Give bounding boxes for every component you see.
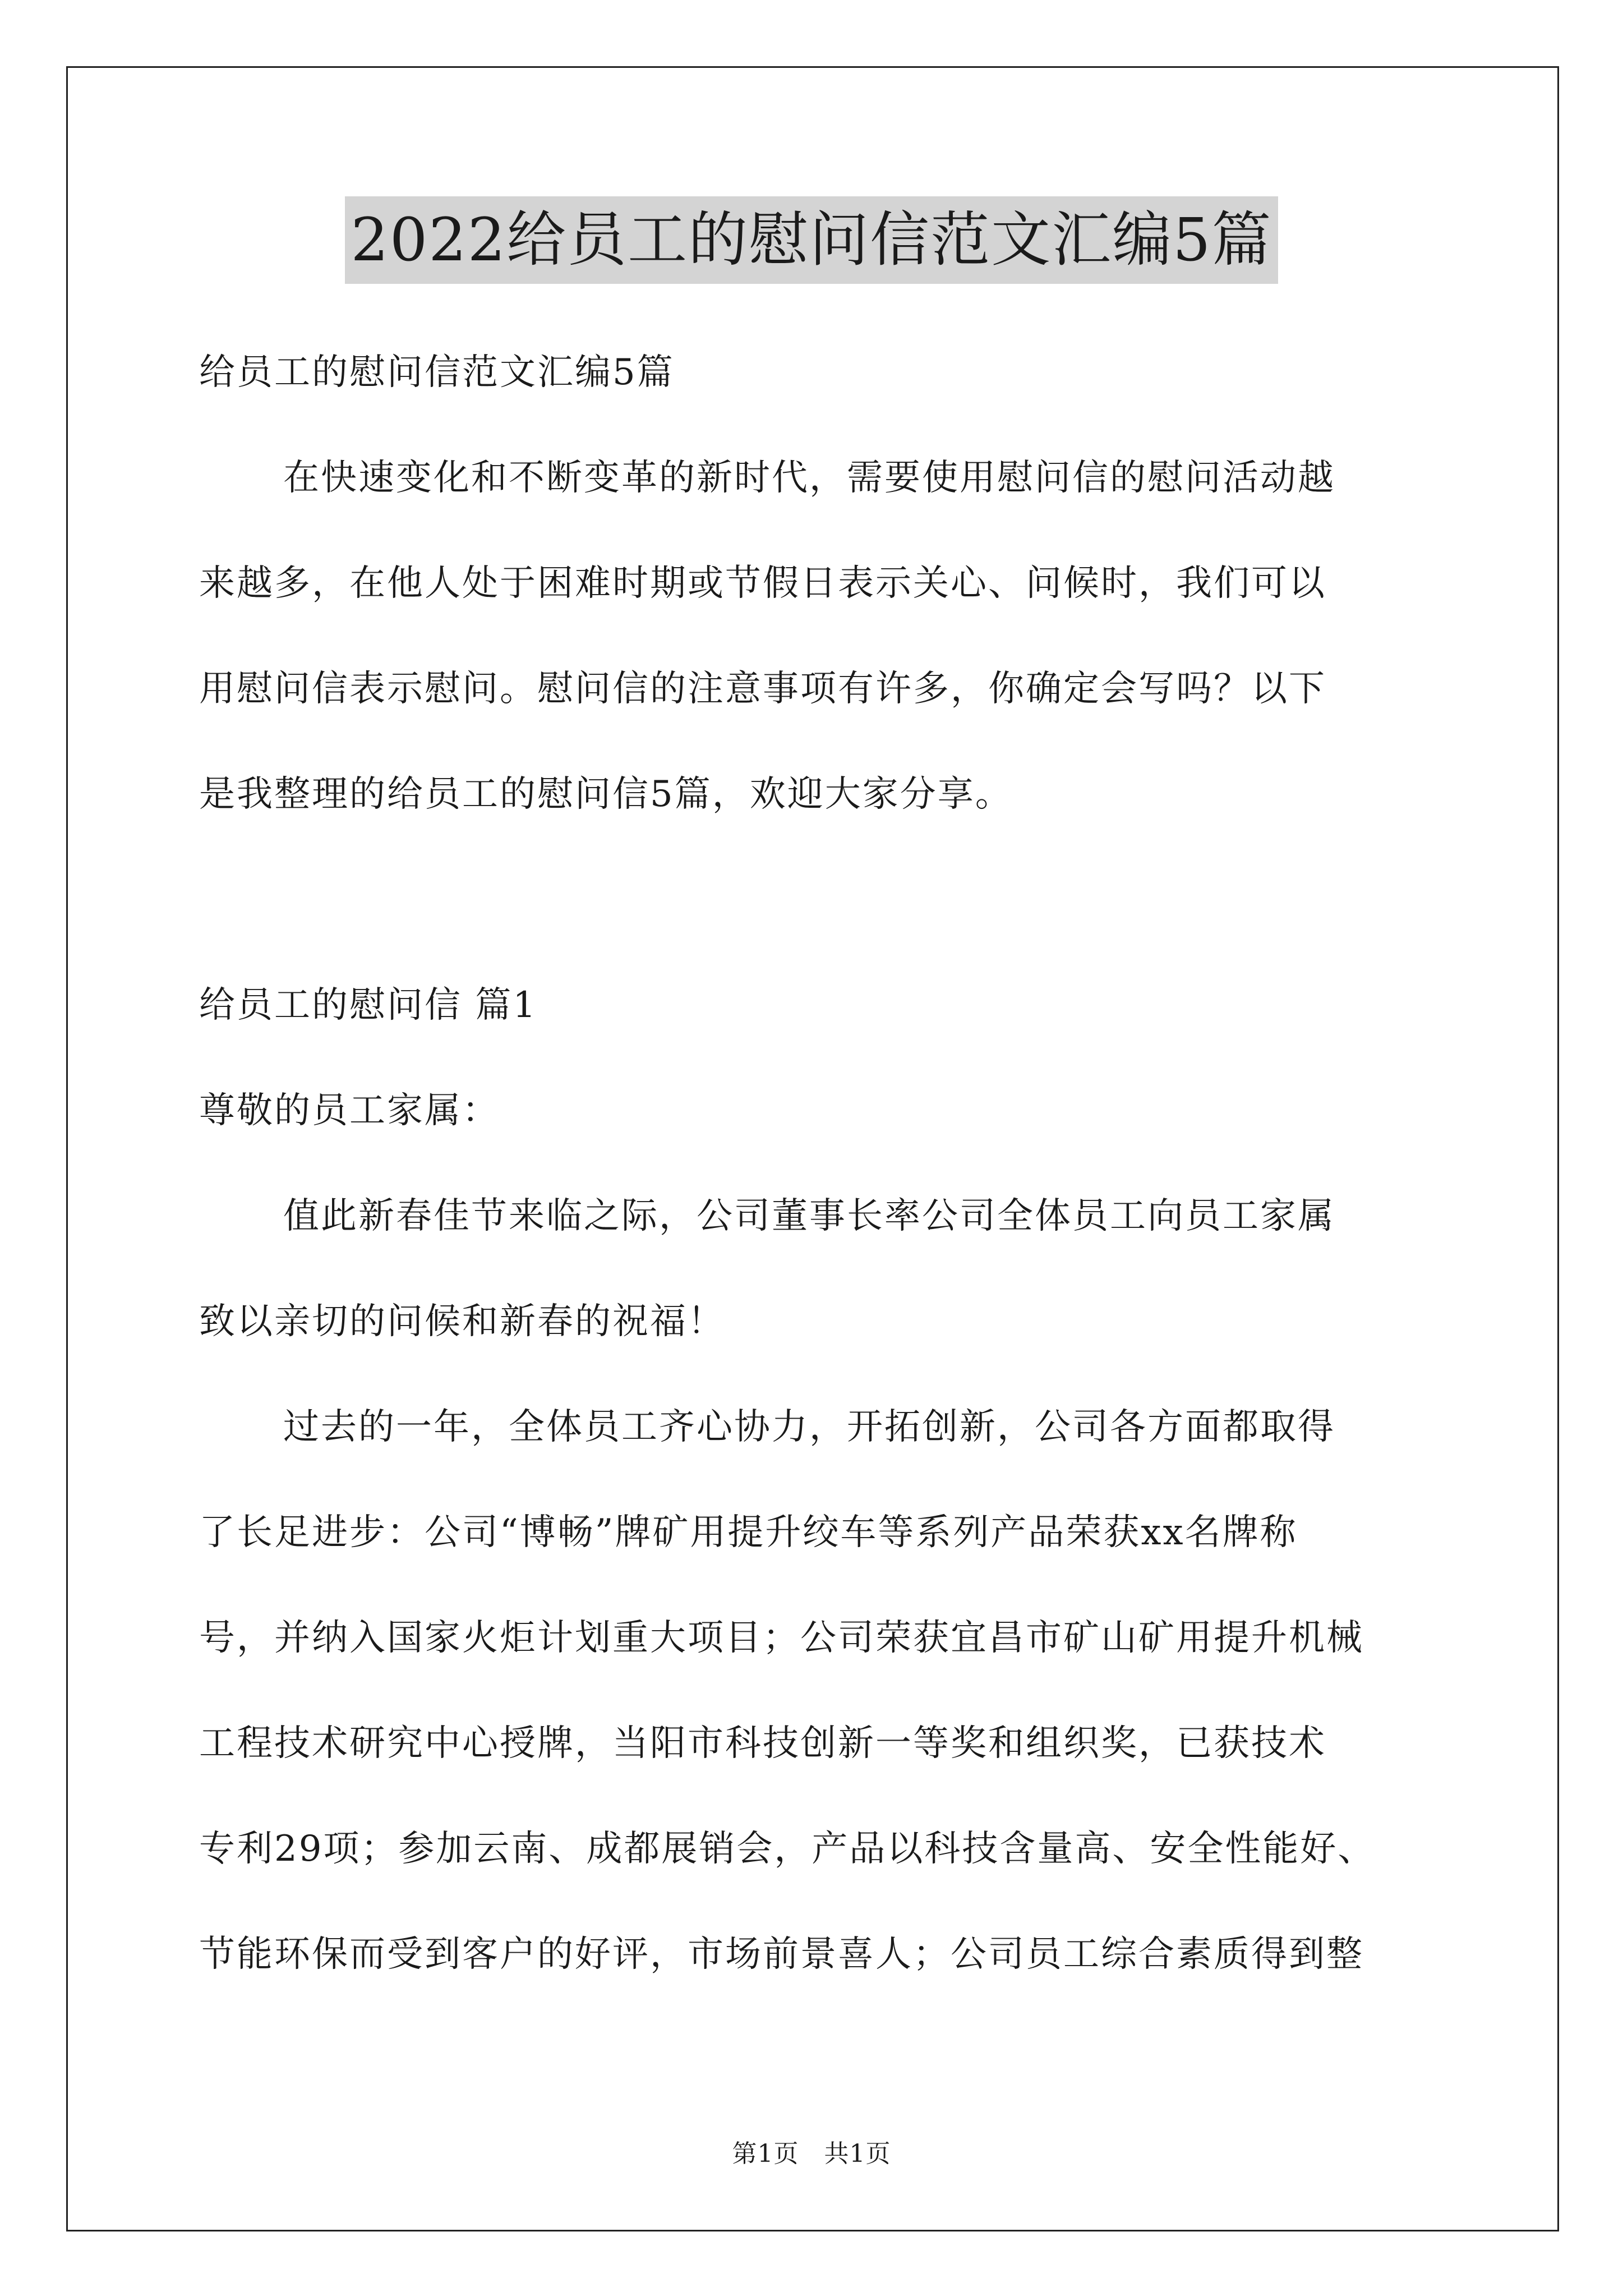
document-title: 2022给员工的慰问信范文汇编5篇 [345, 196, 1278, 284]
paragraph-spacer [199, 847, 1444, 953]
salutation: 尊敬的员工家属： [199, 1090, 500, 1131]
document-body [199, 320, 1444, 2007]
para2-line-4: 工程技术研究中心授牌，当阳市科技创新一等奖和组织奖，已获技术 [199, 1723, 1326, 1764]
para2-line-3: 号，并纳入国家火炬计划重大项目；公司荣获宜昌市矿山矿用提升机械 [199, 1617, 1364, 1659]
intro-line-4: 是我整理的给员工的慰问信5篇，欢迎大家分享。 [199, 774, 1013, 815]
intro-line-1: 在快速变化和不断变革的新时代，需要使用慰问信的慰问活动越 [283, 457, 1335, 499]
page-number-footer: 第1页 共1页 [732, 2139, 891, 2168]
intro-line-3: 用慰问信表示慰问。慰问信的注意事项有许多，你确定会写吗？以下 [199, 668, 1326, 710]
para2-line-2: 了长足进步：公司“博畅”牌矿用提升绞车等系列产品荣获xx名牌称 [199, 1512, 1298, 1553]
para1-line-1: 值此新春佳节来临之际，公司董事长率公司全体员工向员工家属 [283, 1195, 1335, 1237]
para2-line-6: 节能环保而受到客户的好评，市场前景喜人；公司员工综合素质得到整 [199, 1934, 1364, 1975]
para1-line-2: 致以亲切的问候和新春的祝福！ [199, 1301, 725, 1342]
section-heading: 给员工的慰问信 篇1 [199, 984, 538, 1026]
para2-line-1: 过去的一年，全体员工齐心协力，开拓创新，公司各方面都取得 [283, 1406, 1335, 1448]
para2-line-5: 专利29项；参加云南、成都展销会，产品以科技含量高、安全性能好、 [199, 1828, 1376, 1870]
intro-line-2: 来越多，在他人处于困难时期或节假日表示关心、问候时，我们可以 [199, 563, 1326, 604]
title-area [0, 196, 1623, 284]
document-subtitle: 给员工的慰问信范文汇编5篇 [199, 352, 675, 393]
